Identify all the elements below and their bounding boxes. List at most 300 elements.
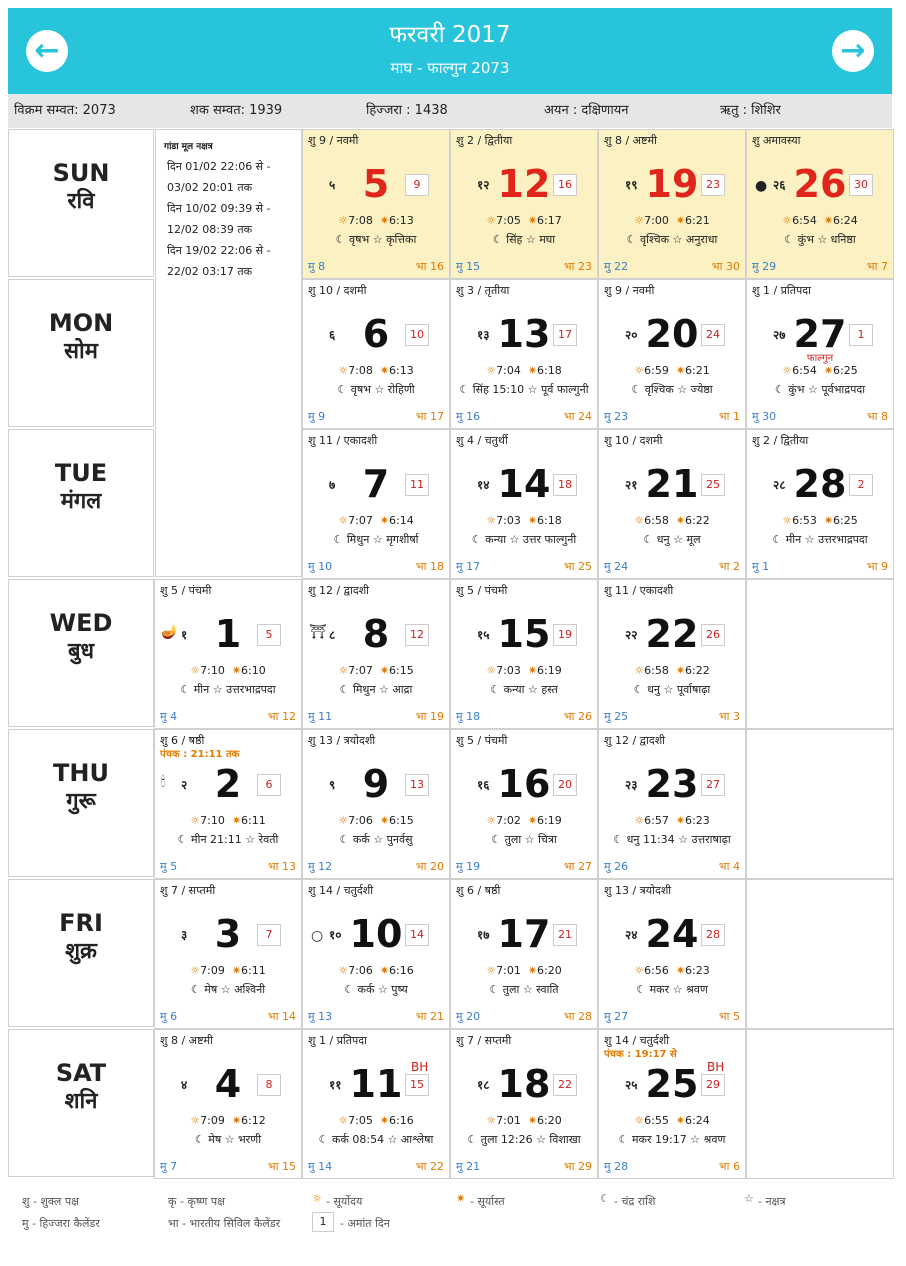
sunset-icon: ✷ [675,514,686,527]
weekday-en: MON [48,309,114,337]
legend-krishna: कृ - कृष्ण पक्ष [168,1195,225,1208]
amant-day-box: 8 [257,1074,281,1096]
sunrise-time: 7:05 [348,1114,373,1127]
legend-amant: - अमांत दिन [340,1217,390,1230]
day-cell[interactable] [154,579,302,729]
sun-times [599,1114,745,1128]
sun-times [747,514,893,528]
day-cell[interactable] [450,879,598,1029]
sunrise-time: 6:58 [644,664,669,677]
sun-times [451,964,597,978]
sun-times [303,214,449,228]
sunset-icon: ✷ [527,364,538,377]
day-cell[interactable] [746,129,894,279]
hijri-date: मु 23 [604,410,629,423]
date-number: 4 [214,1062,242,1106]
sunset-icon: ✷ [231,814,242,827]
hijri-date: मु 8 [308,260,326,273]
note-line: दिन 01/02 22:06 से - [167,160,271,173]
sun-times [599,964,745,978]
sunrise-time: 6:56 [644,964,669,977]
sunrise-icon: ☼ [338,664,349,677]
day-cell[interactable] [302,579,450,729]
tithi-label: शु 14 / चतुर्दशी [308,884,374,897]
day-cell[interactable] [598,1029,746,1179]
day-cell[interactable] [598,279,746,429]
sunset-time: 6:18 [537,514,562,527]
date-number: 28 [793,462,847,506]
sunrise-time: 7:03 [496,514,521,527]
sunset-icon: ✷ [379,664,390,677]
date-number: 27 [793,312,847,356]
sun-times [155,964,301,978]
hijri-date: मु 12 [308,860,333,873]
hijri-date: मु 14 [308,1160,333,1173]
weekday-label [8,729,154,877]
weekday-en: WED [49,609,113,637]
amant-day-box: 20 [553,774,577,796]
weekday-label [8,129,154,277]
date-number: 24 [645,912,699,956]
hijri-date: मु 5 [160,860,178,873]
moon-nakshatra [451,1133,597,1147]
bharatiya-date: भा 1 [718,410,740,423]
weekday-hi: मंगल [60,489,102,514]
hijri-date: मु 7 [160,1160,178,1173]
moon-sign-text: मीन 21:11 ☆ रेवती [191,833,279,846]
day-cell[interactable] [450,129,598,279]
amant-day-box: 18 [553,474,577,496]
moon-sign-text: वृषभ ☆ रोहिणी [350,383,415,396]
bharatiya-date: भा 25 [563,560,592,573]
moon-sign-text: वृषभ ☆ कृत्तिका [349,233,417,246]
amant-day-box: 28 [701,924,725,946]
devanagari-date: २४ [625,928,638,942]
moon-nakshatra [303,533,449,547]
moon-icon: ☾ [190,983,201,996]
tithi-label: शु 13 / त्रयोदशी [308,734,376,747]
sunset-time: 6:18 [537,364,562,377]
date-number: 25 [645,1062,699,1106]
hijri-date: मु 15 [456,260,481,273]
day-cell[interactable] [746,279,894,429]
date-number: 8 [362,612,390,656]
moon-nakshatra [599,233,745,247]
moon-icon: ☾ [492,233,503,246]
sunrise-icon: ☼ [634,364,645,377]
sunrise-icon: ☼ [338,514,349,527]
amant-day-box: 22 [553,1074,577,1096]
bharatiya-date: भा 17 [415,410,444,423]
sunset-time: 6:10 [241,664,266,677]
tithi-label: शु 11 / एकादशी [308,434,378,447]
day-cell[interactable] [154,729,302,879]
weekday-en: SAT [55,1059,107,1087]
ganda-mool-note [155,129,302,577]
moon-nakshatra [599,383,745,397]
moon-icon: ☾ [490,683,501,696]
date-number: 16 [497,762,551,806]
devanagari-date: २२ [625,628,638,642]
sunset-icon: ✷ [823,214,834,227]
moon-icon: ☾ [194,1133,205,1146]
sun-times [599,814,745,828]
sunrise-time: 7:01 [496,964,521,977]
sunrise-time: 7:06 [348,964,373,977]
sunset-icon: ✷ [675,664,686,677]
moon-icon: ☾ [633,683,644,696]
moon-sign-text: वृश्चिक ☆ अनुराधा [639,233,718,246]
sun-times [451,814,597,828]
devanagari-date: १७ [477,928,490,942]
moon-icon: ☾ [784,233,795,246]
weekday-en: TUE [54,459,108,487]
tithi-label: शु 7 / सप्तमी [456,1034,512,1047]
panchak-note: पंचक : 21:11 तक [160,749,240,760]
tithi-label: शु 9 / नवमी [308,134,359,147]
day-cell[interactable] [302,129,450,279]
day-cell[interactable] [302,1029,450,1179]
empty-cell [746,729,894,879]
weekday-en: THU [53,759,109,787]
date-number: 3 [214,912,242,956]
calendar-header [8,8,892,94]
moon-icon: ☾ [333,533,344,546]
moon-sign-text: मीन ☆ उत्तरभाद्रपदा [785,533,868,546]
sunrise-icon: ☼ [634,814,645,827]
moon-sign-text: मीन ☆ उत्तरभाद्रपदा [193,683,276,696]
vikram-samvat: विक्रम सम्वत: 2073 [14,103,116,118]
amant-day-box: 6 [257,774,281,796]
sun-times [747,364,893,378]
hijri-date: मु 25 [604,710,629,723]
devanagari-date: २६ [773,178,786,192]
day-cell[interactable] [450,279,598,429]
bharatiya-date: भा 15 [267,1160,296,1173]
devanagari-date: २ [181,778,188,792]
shaka-samvat: शक सम्वत: 1939 [190,103,283,118]
sunset-time: 6:24 [833,214,858,227]
note-line: 22/02 03:17 तक [167,265,253,278]
bharatiya-date: भा 13 [267,860,296,873]
moon-sign-text: वृश्चिक ☆ ज्येष्ठा [644,383,713,396]
moon-icon: ☾ [643,533,654,546]
bharatiya-date: भा 3 [718,710,740,723]
sunset-time: 6:17 [537,214,562,227]
sunrise-time: 6:58 [644,514,669,527]
moon-sign-text: धनु ☆ पूर्वाषाढ़ा [647,683,711,696]
sunset-icon: ✷ [527,1114,538,1127]
amant-day-box: 2 [849,474,873,496]
sunrise-icon: ☼ [634,664,645,677]
moon-icon: ☾ [339,683,350,696]
bharatiya-date: भा 29 [563,1160,592,1173]
sunset-time: 6:19 [537,664,562,677]
sunrise-icon: ☼ [782,214,793,227]
sunset-icon: ✷ [823,514,834,527]
day-cell[interactable] [302,279,450,429]
legend-sunrise: - सूर्योदय [326,1195,363,1208]
hindu-month-subtitle: माघ - फाल्गुन 2073 [390,59,510,77]
bharatiya-date: भा 23 [563,260,592,273]
hijri-date: मु 22 [604,260,629,273]
hijri-date: मु 6 [160,1010,178,1023]
moon-sign-text: कन्या ☆ हस्त [503,683,558,696]
tithi-label: शु 7 / सप्तमी [160,884,216,897]
sunset-time: 6:11 [241,964,266,977]
sunset-icon: ✷ [675,814,686,827]
hijri-date: मु 9 [308,410,326,423]
sunset-icon: ✷ [527,514,538,527]
star-icon: ☆ [744,1192,754,1205]
sunset-icon: ✷ [379,514,390,527]
devanagari-date: २१ [625,478,638,492]
date-number: 11 [349,1062,403,1106]
sunset-time: 6:25 [833,364,858,377]
sun-times [303,814,449,828]
moon-sign-text: धनु ☆ मूल [656,533,701,546]
moon-icon: ☾ [337,383,348,396]
sunrise-time: 7:09 [200,964,225,977]
month-start-label: फाल्गुन [806,353,834,364]
sunrise-time: 7:09 [200,1114,225,1127]
moon-nakshatra [599,683,745,697]
day-cell[interactable] [598,429,746,579]
sunset-time: 6:15 [389,664,414,677]
arrow-left-icon: ← [34,33,60,68]
sunset-icon: ✷ [675,964,686,977]
sunrise-icon: ☼ [634,514,645,527]
moon-icon: ☾ [335,233,346,246]
moon-nakshatra [303,683,449,697]
sunrise-time: 6:59 [644,364,669,377]
day-cell[interactable] [450,429,598,579]
tithi-label: शु 13 / त्रयोदशी [604,884,672,897]
empty-cell [746,1029,894,1179]
moon-nakshatra [599,533,745,547]
day-cell[interactable] [154,1029,302,1179]
amant-day-box: 26 [701,624,725,646]
amant-day-box: 7 [257,924,281,946]
moon-nakshatra [599,1133,745,1147]
sunset-icon: ✷ [379,1114,390,1127]
devanagari-date: ४ [181,1078,188,1092]
next-month-button[interactable] [832,30,874,72]
sunset-time: 6:25 [833,514,858,527]
day-cell[interactable] [450,1029,598,1179]
date-number: 15 [497,612,551,656]
devanagari-date: १६ [477,778,490,792]
devanagari-date: १० [329,928,342,942]
day-cell[interactable] [746,429,894,579]
moon-nakshatra [303,983,449,997]
hijri-date: मु 26 [604,860,629,873]
moon-sign-text: तुला ☆ स्वाति [502,983,559,996]
moon-icon: ☾ [180,683,191,696]
day-cell[interactable] [154,879,302,1029]
tithi-label: शु 10 / दशमी [308,284,367,297]
sunrise-icon: ☼ [312,1192,322,1205]
moon-nakshatra [155,983,301,997]
amant-day-box: 14 [405,924,429,946]
sunset-icon: ✷ [379,814,390,827]
devanagari-date: २८ [773,478,786,492]
moon-sign-text: तुला ☆ चित्रा [504,833,557,846]
panchak-note: पंचक : 19:17 से [604,1049,677,1060]
bharatiya-date: भा 18 [415,560,444,573]
sunset-icon: ✷ [823,364,834,377]
sunrise-time: 7:04 [496,364,521,377]
sunset-time: 6:23 [685,814,710,827]
sunrise-time: 7:08 [348,214,373,227]
date-number: 7 [362,462,390,506]
sunset-icon: ✷ [527,814,538,827]
devanagari-date: २५ [625,1078,638,1092]
hijri-date: मु 24 [604,560,629,573]
bharatiya-date: भा 6 [718,1160,740,1173]
moon-phase-icon: ● [755,178,768,194]
sunrise-icon: ☼ [190,814,201,827]
devanagari-date: ११ [329,1078,342,1092]
tithi-label: शु 1 / प्रतिपदा [752,284,811,297]
hijri-year: हिज्जरा : 1438 [366,103,448,118]
moon-nakshatra [747,233,893,247]
sunrise-icon: ☼ [486,664,497,677]
sunset-time: 6:13 [389,364,414,377]
day-cell[interactable] [598,129,746,279]
date-number: 23 [645,762,699,806]
moon-icon: ☾ [459,383,470,396]
moon-icon: ☾ [618,1133,629,1146]
tithi-label: शु 10 / दशमी [604,434,663,447]
tithi-label: शु 12 / द्वादशी [604,734,666,747]
moon-icon: ☾ [636,983,647,996]
note-line: 12/02 08:39 तक [167,223,253,236]
sunrise-icon: ☼ [486,514,497,527]
moon-sign-text: तुला 12:26 ☆ विशाखा [480,1133,581,1146]
tithi-label: शु 6 / षष्ठी [456,884,501,897]
sunrise-icon: ☼ [190,964,201,977]
sunset-icon: ✷ [527,964,538,977]
bharatiya-date: भा 20 [415,860,444,873]
moon-nakshatra [451,233,597,247]
date-number: 12 [497,162,551,206]
sunrise-time: 6:53 [792,514,817,527]
sunset-time: 6:13 [389,214,414,227]
bharatiya-date: भा 2 [718,560,740,573]
note-line: 03/02 20:01 तक [167,181,253,194]
devanagari-date: १३ [477,328,490,342]
sun-times [155,814,301,828]
amant-day-box: 1 [849,324,873,346]
amant-day-box: 19 [553,624,577,646]
sun-times [599,664,745,678]
moon-sign-text: मिथुन ☆ आद्रा [353,683,413,696]
bharatiya-date: भा 4 [718,860,740,873]
sunrise-icon: ☼ [486,814,497,827]
moon-nakshatra [303,1133,449,1147]
date-number: 18 [497,1062,551,1106]
day-cell[interactable] [598,879,746,1029]
legend-hijri: मु - हिज्जरा कैलेंडर [22,1217,100,1230]
day-cell[interactable] [598,579,746,729]
weekday-hi: शुक्र [65,939,97,964]
day-cell[interactable] [302,879,450,1029]
sunrise-icon: ☼ [338,814,349,827]
sun-times [303,514,449,528]
bharatiya-date: भा 9 [866,560,888,573]
sunset-icon: ✷ [675,214,686,227]
day-cell[interactable] [598,729,746,879]
sunrise-icon: ☼ [782,514,793,527]
moon-nakshatra [155,683,301,697]
sunset-time: 6:14 [389,514,414,527]
moon-nakshatra [303,833,449,847]
sunrise-icon: ☼ [338,364,349,377]
devanagari-date: १५ [477,628,490,642]
sunrise-time: 7:06 [348,814,373,827]
hijri-date: मु 19 [456,860,481,873]
sunrise-time: 7:02 [496,814,521,827]
moon-icon: ☾ [626,233,637,246]
moon-icon: ☾ [467,1133,478,1146]
amant-day-box: 15 [405,1074,429,1096]
sunset-time: 6:21 [685,364,710,377]
sun-times [155,1114,301,1128]
sunset-icon: ✷ [675,364,686,377]
bharatiya-date: भा 14 [267,1010,296,1023]
moon-sign-text: मेष ☆ अश्विनी [204,983,266,996]
moon-icon: ☾ [613,833,624,846]
moon-nakshatra [451,533,597,547]
moon-icon: ☾ [344,983,355,996]
sun-times [451,514,597,528]
sunset-icon: ✷ [231,964,242,977]
sunset-icon: ✷ [379,364,390,377]
day-cell[interactable] [302,429,450,579]
tithi-label: शु 2 / द्वितीया [752,434,809,447]
sun-times [303,1114,449,1128]
sunrise-icon: ☼ [190,664,201,677]
sunrise-icon: ☼ [486,364,497,377]
moon-icon: ☾ [339,833,350,846]
moon-nakshatra [747,533,893,547]
date-number: 9 [362,762,390,806]
amant-day-box: 12 [405,624,429,646]
sun-times [599,364,745,378]
day-cell[interactable] [302,729,450,879]
devanagari-date: ९ [329,778,336,792]
moon-nakshatra [303,383,449,397]
amant-day-box: 21 [553,924,577,946]
devanagari-date: ३ [181,928,188,942]
bharatiya-date: भा 27 [563,860,592,873]
moon-nakshatra [747,383,893,397]
empty-cell [746,879,894,1029]
weekday-label [8,279,154,427]
moon-icon: ☾ [471,533,482,546]
sun-times [599,214,745,228]
moon-sign-text: मिथुन ☆ मृगशीर्षा [346,533,419,546]
sunset-time: 6:12 [241,1114,266,1127]
hijri-date: मु 21 [456,1160,481,1173]
sun-times [303,664,449,678]
day-cell[interactable] [450,729,598,879]
day-cell[interactable] [450,579,598,729]
devanagari-date: १८ [477,1078,490,1092]
weekday-label [8,1029,154,1177]
sunset-time: 6:23 [685,964,710,977]
